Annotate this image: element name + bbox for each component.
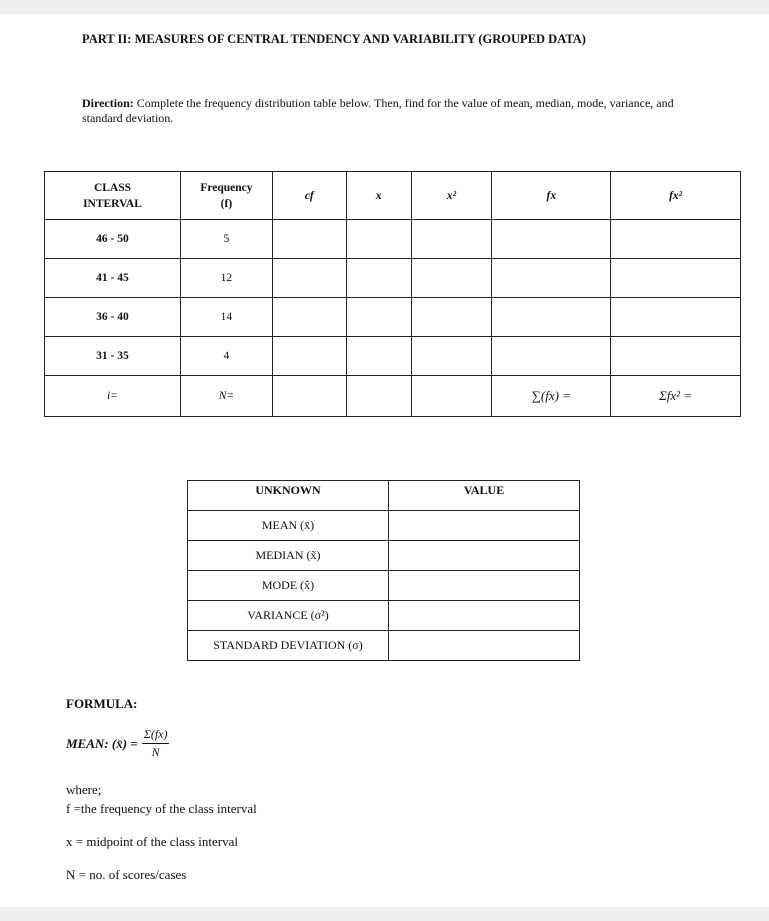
x2-cell[interactable] [411,220,492,259]
n-total-cell: N= [180,376,272,417]
mean-denominator: N [151,745,160,759]
header-x: x [346,172,411,220]
definition-f: f =the frequency of the class interval [66,801,257,816]
frequency-cell: 4 [180,337,272,376]
frequency-cell: 14 [180,298,272,337]
interval-cell: 46 - 50 [45,220,181,259]
fx2-cell[interactable] [611,337,741,376]
header-x2: x² [411,172,492,220]
mean-fraction [142,727,170,760]
table-row [188,541,580,571]
direction-text [82,96,682,126]
interval-cell: 31 - 35 [45,337,181,376]
x-cell[interactable] [346,337,411,376]
cf-cell[interactable] [272,337,346,376]
table-row [188,511,580,541]
header-unknown: UNKNOWN [188,481,389,511]
value-cell[interactable] [389,511,580,541]
header-cf: cf [272,172,346,220]
unknown-standard-deviation: STANDARD DEVIATION (σ) [188,631,389,661]
value-cell[interactable] [389,541,580,571]
mean-formula [66,727,169,760]
sum-fx-cell: ∑(fx) = [492,376,611,417]
table-row [188,571,580,601]
header-frequency: Frequency (f) [180,172,272,220]
table-row [188,631,580,661]
formula-heading: FORMULA: [66,696,138,711]
direction-body: Complete the frequency distribution table below. Then, find for the value of mean, median, mode, variance, and standard deviation. [82,96,674,125]
fx-cell[interactable] [492,259,611,298]
cf-cell[interactable] [272,220,346,259]
fx-cell[interactable] [492,220,611,259]
unknown-mode: MODE (x̂) [188,571,389,601]
table-row [188,601,580,631]
frequency-cell: 5 [180,220,272,259]
worksheet-page [0,14,769,907]
fx-cell[interactable] [492,298,611,337]
value-cell[interactable] [389,601,580,631]
interval-cell: 41 - 45 [45,259,181,298]
table-row [45,298,741,337]
header-class-interval: CLASS INTERVAL [45,172,181,220]
where-text: where; [66,782,102,797]
fx2-cell[interactable] [611,259,741,298]
table-row [45,220,741,259]
definition-x: x = midpoint of the class interval [66,834,238,849]
sum-fx2-cell: Σfx² = [611,376,741,417]
unknown-variance: VARIANCE (σ²) [188,601,389,631]
header-fx2: fx² [611,172,741,220]
fx-cell[interactable] [492,337,611,376]
frequency-cell: 12 [180,259,272,298]
fx2-cell[interactable] [611,298,741,337]
x2-cell[interactable] [411,259,492,298]
header-fx: fx [492,172,611,220]
page-title: PART II: MEASURES OF CENTRAL TENDENCY AND VARIABILITY (GROUPED DATA) [82,32,586,46]
header-value: VALUE [389,481,580,511]
unknown-value-table [187,480,580,661]
x2-total-cell [411,376,492,417]
fx2-cell[interactable] [611,220,741,259]
x2-cell[interactable] [411,337,492,376]
interval-cell: 36 - 40 [45,298,181,337]
mean-numerator: Σ(fx) [142,727,170,744]
x-total-cell [346,376,411,417]
cf-cell[interactable] [272,259,346,298]
unknown-median: MEDIAN (x̃) [188,541,389,571]
table-row [45,337,741,376]
value-cell[interactable] [389,571,580,601]
direction-label: Direction: [82,96,134,110]
x-cell[interactable] [346,220,411,259]
mean-label: MEAN: (x̄) = [66,735,138,751]
totals-row [45,376,741,417]
cf-total-cell [272,376,346,417]
value-cell[interactable] [389,631,580,661]
x-cell[interactable] [346,298,411,337]
definition-n: N = no. of scores/cases [66,867,187,882]
cf-cell[interactable] [272,298,346,337]
frequency-table [44,171,741,417]
table-row [45,259,741,298]
unknown-table-header [188,481,580,511]
x2-cell[interactable] [411,298,492,337]
interval-width-cell: i= [45,376,181,417]
x-cell[interactable] [346,259,411,298]
frequency-table-header [45,172,741,220]
unknown-mean: MEAN (x̄) [188,511,389,541]
